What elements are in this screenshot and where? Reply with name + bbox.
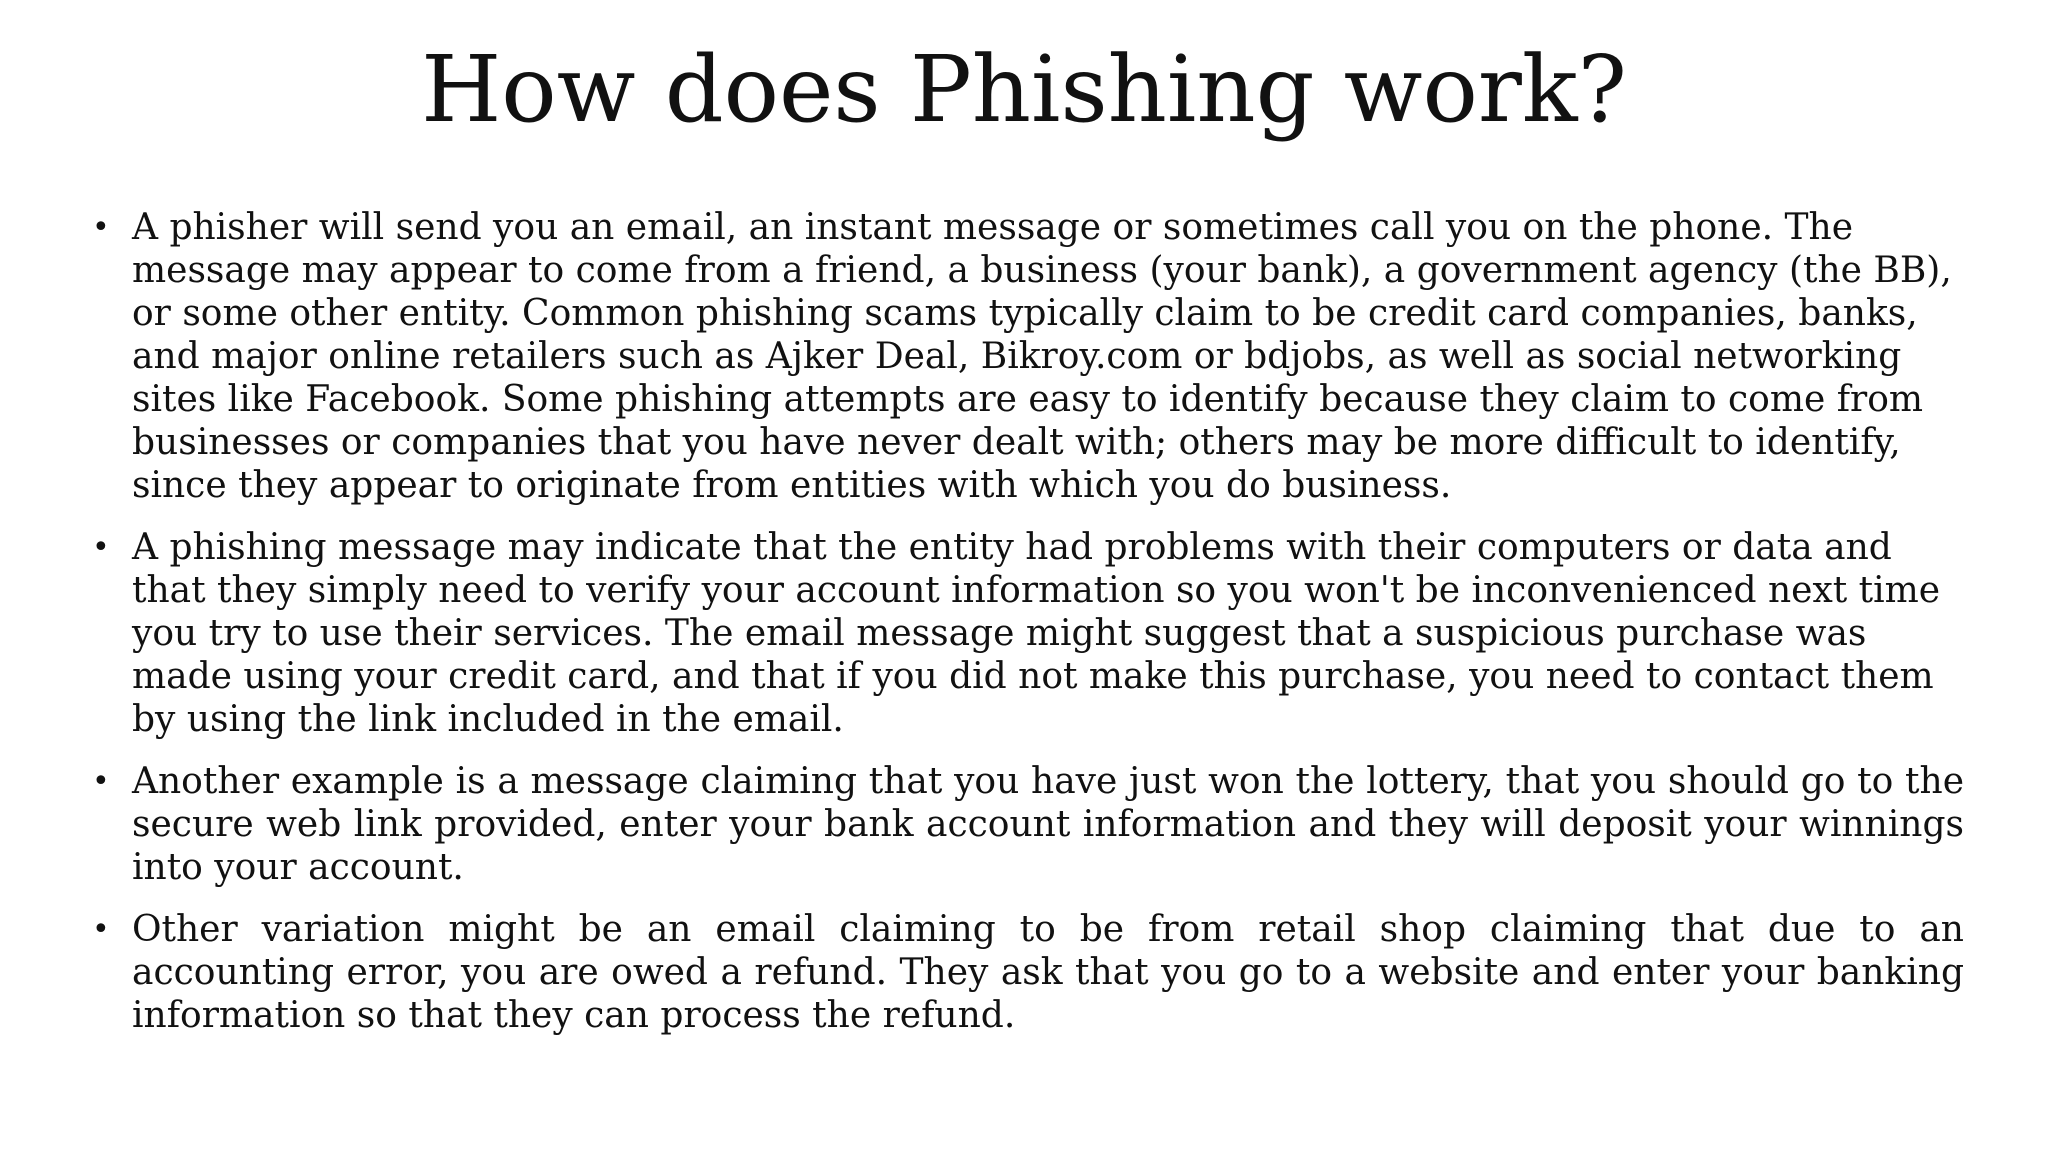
- bullet-text: Other variation might be an email claiming to be from retail shop claiming that due to an accounting error, you are owed a refund. They ask that you go to a website and enter your banking information so that they can process the refund.: [132, 909, 1964, 1036]
- bullet-item-2: [92, 526, 1964, 741]
- bullet-dot-icon: •: [92, 530, 110, 565]
- bullet-item-4: [92, 908, 1964, 1037]
- bullet-dot-icon: •: [92, 912, 110, 947]
- bullet-text: A phishing message may indicate that the entity had problems with their computers or data and that they simply need to verify your account information so you won't be inconvenienced next time you try to use their services. The email message might suggest that a suspicious purchase was made using your credit card, and that if you did not make this purchase, you need to contact them by using the link included in the email.: [132, 527, 1941, 740]
- bullet-text: Another example is a message claiming that you have just won the lottery, that you should go to the secure web link provided, enter your bank account information and they will deposit your winnings into your account.: [132, 761, 1964, 888]
- bullet-item-1: [92, 206, 1964, 507]
- slide-title: How does Phishing work?: [421, 36, 1627, 143]
- bullet-dot-icon: •: [92, 210, 110, 245]
- bullet-list: [92, 206, 1964, 1056]
- bullet-dot-icon: •: [92, 764, 110, 799]
- bullet-item-3: [92, 760, 1964, 889]
- bullet-text: A phisher will send you an email, an instant message or sometimes call you on the phone. The message may appear to come from a friend, a business (your bank), a government agency (the BB), or some other entity. Common phishing scams typically claim to be credit card companies, banks, and major online retailers such as Ajker Deal, Bikroy.com or bdjobs, as well as social networking sites like Facebook. Some phishing attempts are easy to identify because they claim to come from businesses or companies that you have never dealt with; others may be more difficult to identify, since they appear to originate from entities with which you do business.: [132, 207, 1952, 506]
